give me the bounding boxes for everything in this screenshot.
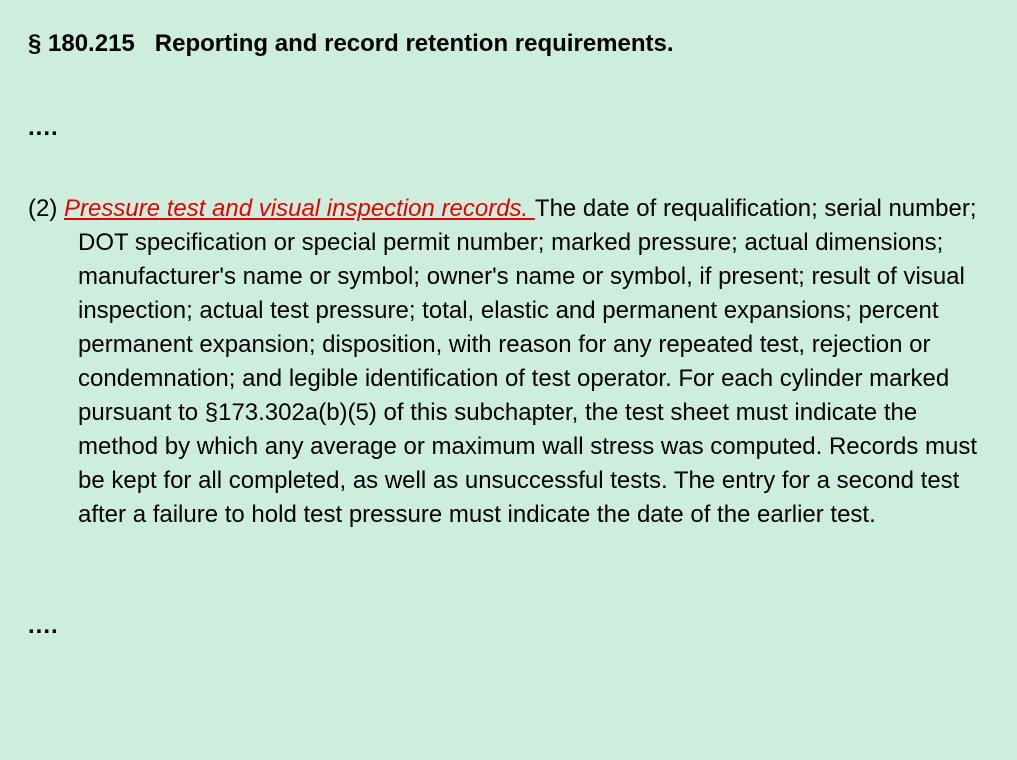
paragraph-body: The date of requalification; serial number; DOT specification or special permit number; marked pressure; actual dimensions; manufacturer's name or symbol; owner's name or symbol, if present; result of visual inspection; actual test pressure; total, elastic and permanent expansions; percent permanent expansion; disposition, with reason for any repeated test, rejection or condemnation; and legible identification of test operator. For each cylinder marked pursuant to §173.302a(b)(5) of this subchapter, the test sheet must indicate the method by which any average or maximum wall stress was computed. Records must be kept for all completed, as well as unsuccessful tests. The entry for a second test after a failure to hold test pressure must indicate the date of the earlier test. [78,195,978,528]
ellipsis-top: .... [28,114,59,141]
paragraph-heading: Pressure test and visual inspection records. [64,195,535,222]
section-heading: § 180.215 Reporting and record retention requirements. [28,30,674,57]
paragraph-label: (2) [28,195,64,222]
ellipsis-bottom: .... [28,612,59,639]
paragraph-2 [28,192,1000,532]
